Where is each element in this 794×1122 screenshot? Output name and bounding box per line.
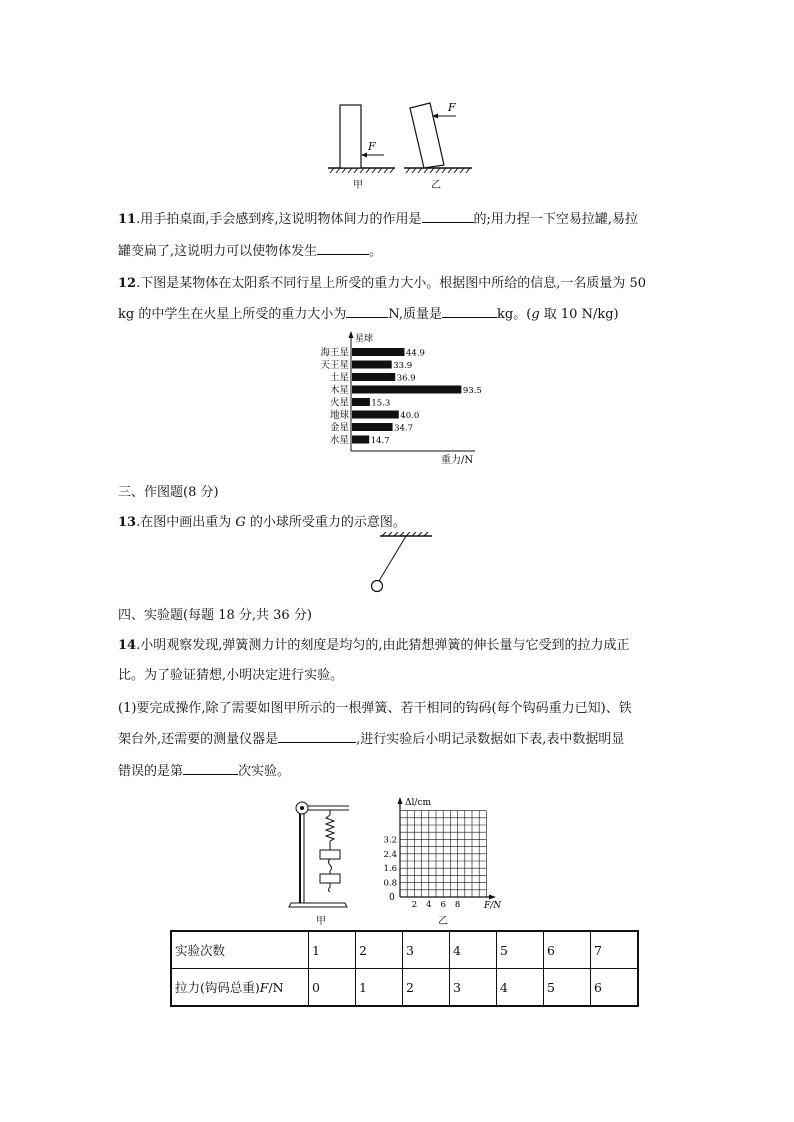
q12-text-2a: kg 的中学生在火星上所受的重力大小为 [118, 307, 347, 322]
table-row-force [171, 969, 638, 1007]
q12-text-1: .下图是某物体在太阳系不同行星上所受的重力大小。根据图中所给的信息,一名质量为 50 [136, 276, 647, 291]
table-cell: 1 [309, 931, 356, 969]
q12-text-2b: N,质量是 [388, 307, 443, 322]
chart-category-label: 火星 [329, 397, 349, 409]
q14-p1-line-3 [118, 760, 290, 779]
table-header-force [171, 969, 309, 1007]
chart-category-label: 金星 [329, 422, 349, 434]
q11-text-2b: 。 [369, 244, 383, 259]
chart-bar [352, 423, 393, 431]
q14-p1-text-2b: ,进行实验后小明记录数据如下表,表中数据明显 [356, 732, 625, 747]
grid-y-tick-label: 0.8 [383, 878, 397, 889]
q14-p1-line-2 [118, 728, 624, 747]
chart-bar [352, 373, 395, 381]
chart-bar [352, 348, 405, 356]
q11-blank-2[interactable] [317, 240, 369, 255]
q13-line [118, 511, 406, 530]
force-label-yi: F [448, 101, 456, 114]
table-header-force-b: /N [268, 980, 284, 995]
q12-number: 12 [118, 276, 137, 291]
caption-jia-top: 甲 [353, 180, 363, 191]
q12-text-2d: 取 10 N/kg) [539, 307, 619, 322]
q13-text-b: 的小球所受重力的示意图。 [245, 515, 406, 530]
q14-blank-trial[interactable] [183, 760, 238, 775]
table-cell: 5 [544, 969, 591, 1007]
table-cell: 1 [356, 969, 403, 1007]
table-cell: 5 [497, 931, 544, 969]
q14-text-2: 比。为了验证猜想,小明决定进行实验。 [118, 668, 344, 683]
q11-text-1b: 的;用力捏一下空易拉罐,易拉 [473, 212, 639, 227]
q13-g-symbol: G [235, 515, 246, 530]
table-cell: 4 [497, 969, 544, 1007]
ball [372, 581, 383, 592]
force-label-jia: F [368, 140, 376, 153]
chart-value-label: 36.9 [396, 373, 416, 384]
chart-bar [352, 398, 370, 406]
chart-category-label: 海王星 [320, 347, 349, 359]
section-3-title: 三、作图题(8 分) [118, 485, 219, 500]
q12-blank-weight[interactable] [346, 303, 388, 318]
q14-line-2 [118, 664, 343, 683]
q11-text-1a: .用手拍桌面,手会感到疼,这说明物体间力的作用是 [136, 212, 422, 227]
grid-x-tick-label: 6 [440, 900, 446, 910]
chart-category-label: 木星 [329, 385, 349, 396]
grid-x-tick-label: 4 [426, 900, 432, 910]
chart-value-label: 93.5 [462, 386, 482, 396]
q13-text-a: .在图中画出重为 [136, 515, 236, 530]
table-header-force-f: F [259, 980, 269, 995]
table-cell: 6 [591, 969, 639, 1007]
q11-text-2a: 罐变扁了,这说明力可以使物体发生 [118, 244, 318, 259]
q12-g-symbol: g [531, 307, 540, 322]
caption-jia-14: 甲 [316, 916, 326, 927]
section-4-title: 四、实验题(每题 18 分,共 36 分) [118, 608, 312, 623]
table-cell: 0 [309, 969, 356, 1007]
q13-number: 13 [118, 515, 137, 530]
grid-y-axis-label: Δl/cm [405, 798, 431, 808]
q12-text-2c: kg。( [497, 307, 532, 322]
grid-x-tick-label: 2 [411, 900, 418, 910]
q11-blank-1[interactable] [422, 208, 474, 223]
q12-line-2 [118, 303, 619, 322]
table-cell: 3 [403, 931, 450, 969]
chart-category-label: 天王星 [320, 360, 349, 371]
data-table [170, 930, 639, 1007]
grid-y-tick-label: 1.6 [383, 864, 397, 875]
chart-y-axis-label: 星球 [355, 334, 374, 344]
table-row-trials [171, 931, 638, 969]
chart-bar [352, 436, 369, 444]
caption-yi-14: 乙 [438, 916, 448, 927]
q14-p1-text-3a: 错误的是第 [118, 764, 184, 779]
chart-bar [352, 411, 399, 419]
q14-p1-line-1 [118, 697, 632, 716]
q12-line-1 [118, 272, 646, 291]
grid-y-tick-label: 3.2 [383, 835, 397, 846]
chart-value-label: 40.0 [400, 411, 420, 421]
grid-x-axis-label: F/N [484, 901, 502, 911]
table-cell: 2 [356, 931, 403, 969]
pendulum-figure [362, 532, 434, 596]
table-cell: 2 [403, 969, 450, 1007]
chart-value-label: 44.9 [406, 348, 425, 359]
grid-x-tick-label: 8 [454, 900, 461, 910]
chart-value-label: 33.9 [393, 361, 413, 371]
q14-p1-text-2a: 架台外,还需要的测量仪器是 [118, 732, 279, 747]
grid-origin-label: 0 [389, 893, 395, 903]
grid-y-tick-label: 2.4 [383, 849, 397, 860]
chart-value-label: 14.7 [370, 436, 390, 446]
table-cell: 6 [544, 931, 591, 969]
table-cell: 4 [450, 931, 497, 969]
q14-text-1: .小明观察发现,弹簧测力计的刻度是均匀的,由此猜想弹簧的伸长量与它受到的拉力成正 [136, 638, 630, 653]
caption-yi-top: 乙 [431, 180, 441, 191]
spring-stand-figure [283, 795, 358, 913]
q14-p1-text-1: (1)要完成操作,除了需要如图甲所示的一根弹簧、若干相同的钩码(每个钩码重力已知)、铁 [118, 701, 632, 716]
planet-gravity-chart [295, 330, 495, 466]
q11-number: 11 [118, 212, 137, 227]
table-cell: 7 [591, 931, 639, 969]
q11-line-2 [118, 240, 382, 259]
q14-line-1 [118, 634, 630, 653]
chart-value-label: 15.3 [371, 398, 391, 409]
extension-force-grid [378, 795, 508, 913]
chart-value-label: 34.7 [394, 423, 414, 434]
q14-p1-text-3b: 次实验。 [238, 764, 291, 779]
table-header-force-a: 拉力(钩码总重) [175, 980, 260, 995]
chart-bar [352, 386, 461, 394]
q11-line-1 [118, 208, 638, 227]
chart-category-label: 土星 [329, 372, 349, 384]
blocks-figure [320, 98, 480, 192]
q14-number: 14 [118, 638, 137, 653]
table-header-trials: 实验次数 [171, 931, 309, 969]
chart-x-axis-label: 重力/N [441, 455, 474, 466]
chart-category-label: 水星 [329, 435, 349, 446]
chart-bar [352, 361, 392, 369]
q12-blank-mass[interactable] [442, 303, 497, 318]
chart-category-label: 地球 [329, 410, 349, 421]
table-cell: 3 [450, 969, 497, 1007]
q14-blank-instrument[interactable] [278, 728, 356, 743]
